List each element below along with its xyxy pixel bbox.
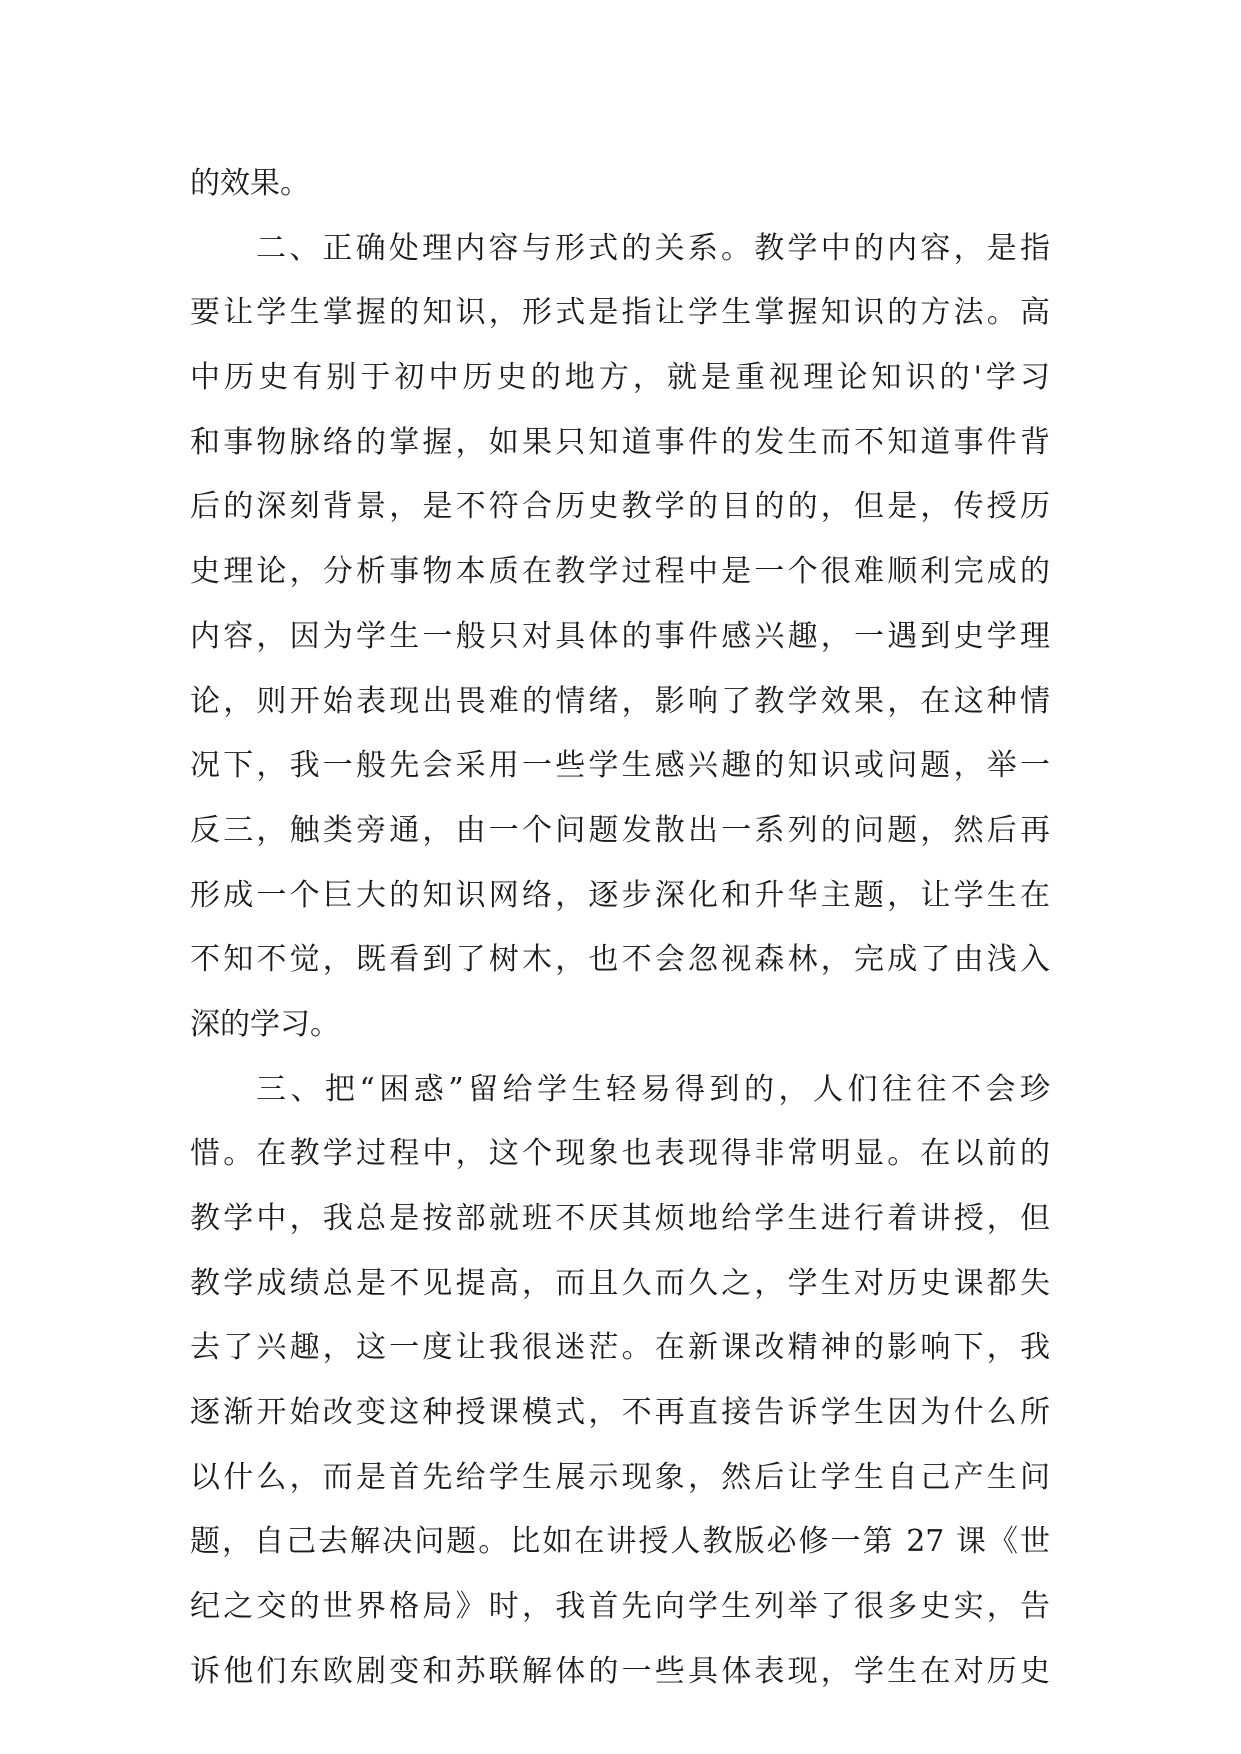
paragraph-line: 诉他们东欧剧变和苏联解体的一些具体表现，学生在对历史 xyxy=(190,1653,1050,1689)
paragraph-line: 况下，我一般先会采用一些学生感兴趣的知识或问题，举一 xyxy=(190,748,1050,784)
paragraph-line: 题，自己去解决问题。比如在讲授人教版必修一第 27 课《世 xyxy=(190,1524,1050,1560)
paragraph-line: 以什么，而是首先给学生展示现象，然后让学生自己产生问 xyxy=(190,1459,1050,1495)
paragraph-line: 纪之交的世界格局》时，我首先向学生列举了很多史实，告 xyxy=(190,1589,1050,1625)
paragraph-line: 的效果。 xyxy=(190,166,310,201)
paragraph-line: 深的学习。 xyxy=(190,1006,340,1042)
paragraph-line: 惜。在教学过程中，这个现象也表现得非常明显。在以前的 xyxy=(190,1136,1050,1172)
paragraph-line: 中历史有别于初中历史的地方，就是重视理论知识的'学习 xyxy=(190,360,1050,396)
paragraph-line: 内容，因为学生一般只对具体的事件感兴趣，一遇到史学理 xyxy=(190,618,1050,654)
paragraph-line: 逐渐开始改变这种授课模式，不再直接告诉学生因为什么所 xyxy=(190,1395,1050,1431)
paragraph-line: 教学成绩总是不见提高，而且久而久之，学生对历史课都失 xyxy=(190,1265,1050,1301)
paragraph-line: 反三，触类旁通，由一个问题发散出一系列的问题，然后再 xyxy=(190,812,1050,848)
paragraph-line: 要让学生掌握的知识，形式是指让学生掌握知识的方法。高 xyxy=(190,295,1050,331)
paragraph-line: 和事物脉络的掌握，如果只知道事件的发生而不知道事件背 xyxy=(190,424,1050,460)
paragraph-line: 不知不觉，既看到了树木，也不会忽视森林，完成了由浅入 xyxy=(190,942,1050,978)
paragraph-line: 二、正确处理内容与形式的关系。教学中的内容，是指 xyxy=(256,230,1050,266)
document-body xyxy=(190,152,1050,1705)
paragraph-line: 后的深刻背景，是不符合历史教学的目的的，但是，传授历 xyxy=(190,489,1050,525)
paragraph-line: 教学中，我总是按部就班不厌其烦地给学生进行着讲授，但 xyxy=(190,1201,1050,1236)
paragraph-line: 论，则开始表现出畏难的情绪，影响了教学效果，在这种情 xyxy=(190,683,1050,719)
paragraph-line: 形成一个巨大的知识网络，逐步深化和升华主题，让学生在 xyxy=(190,877,1050,913)
paragraph-line: 史理论，分析事物本质在教学过程中是一个很难顺利完成的 xyxy=(190,554,1050,590)
paragraph-line: 去了兴趣，这一度让我很迷茫。在新课改精神的影响下，我 xyxy=(190,1330,1050,1366)
paragraph-line: 三、把“困惑”留给学生轻易得到的，人们往往不会珍 xyxy=(256,1071,1050,1107)
